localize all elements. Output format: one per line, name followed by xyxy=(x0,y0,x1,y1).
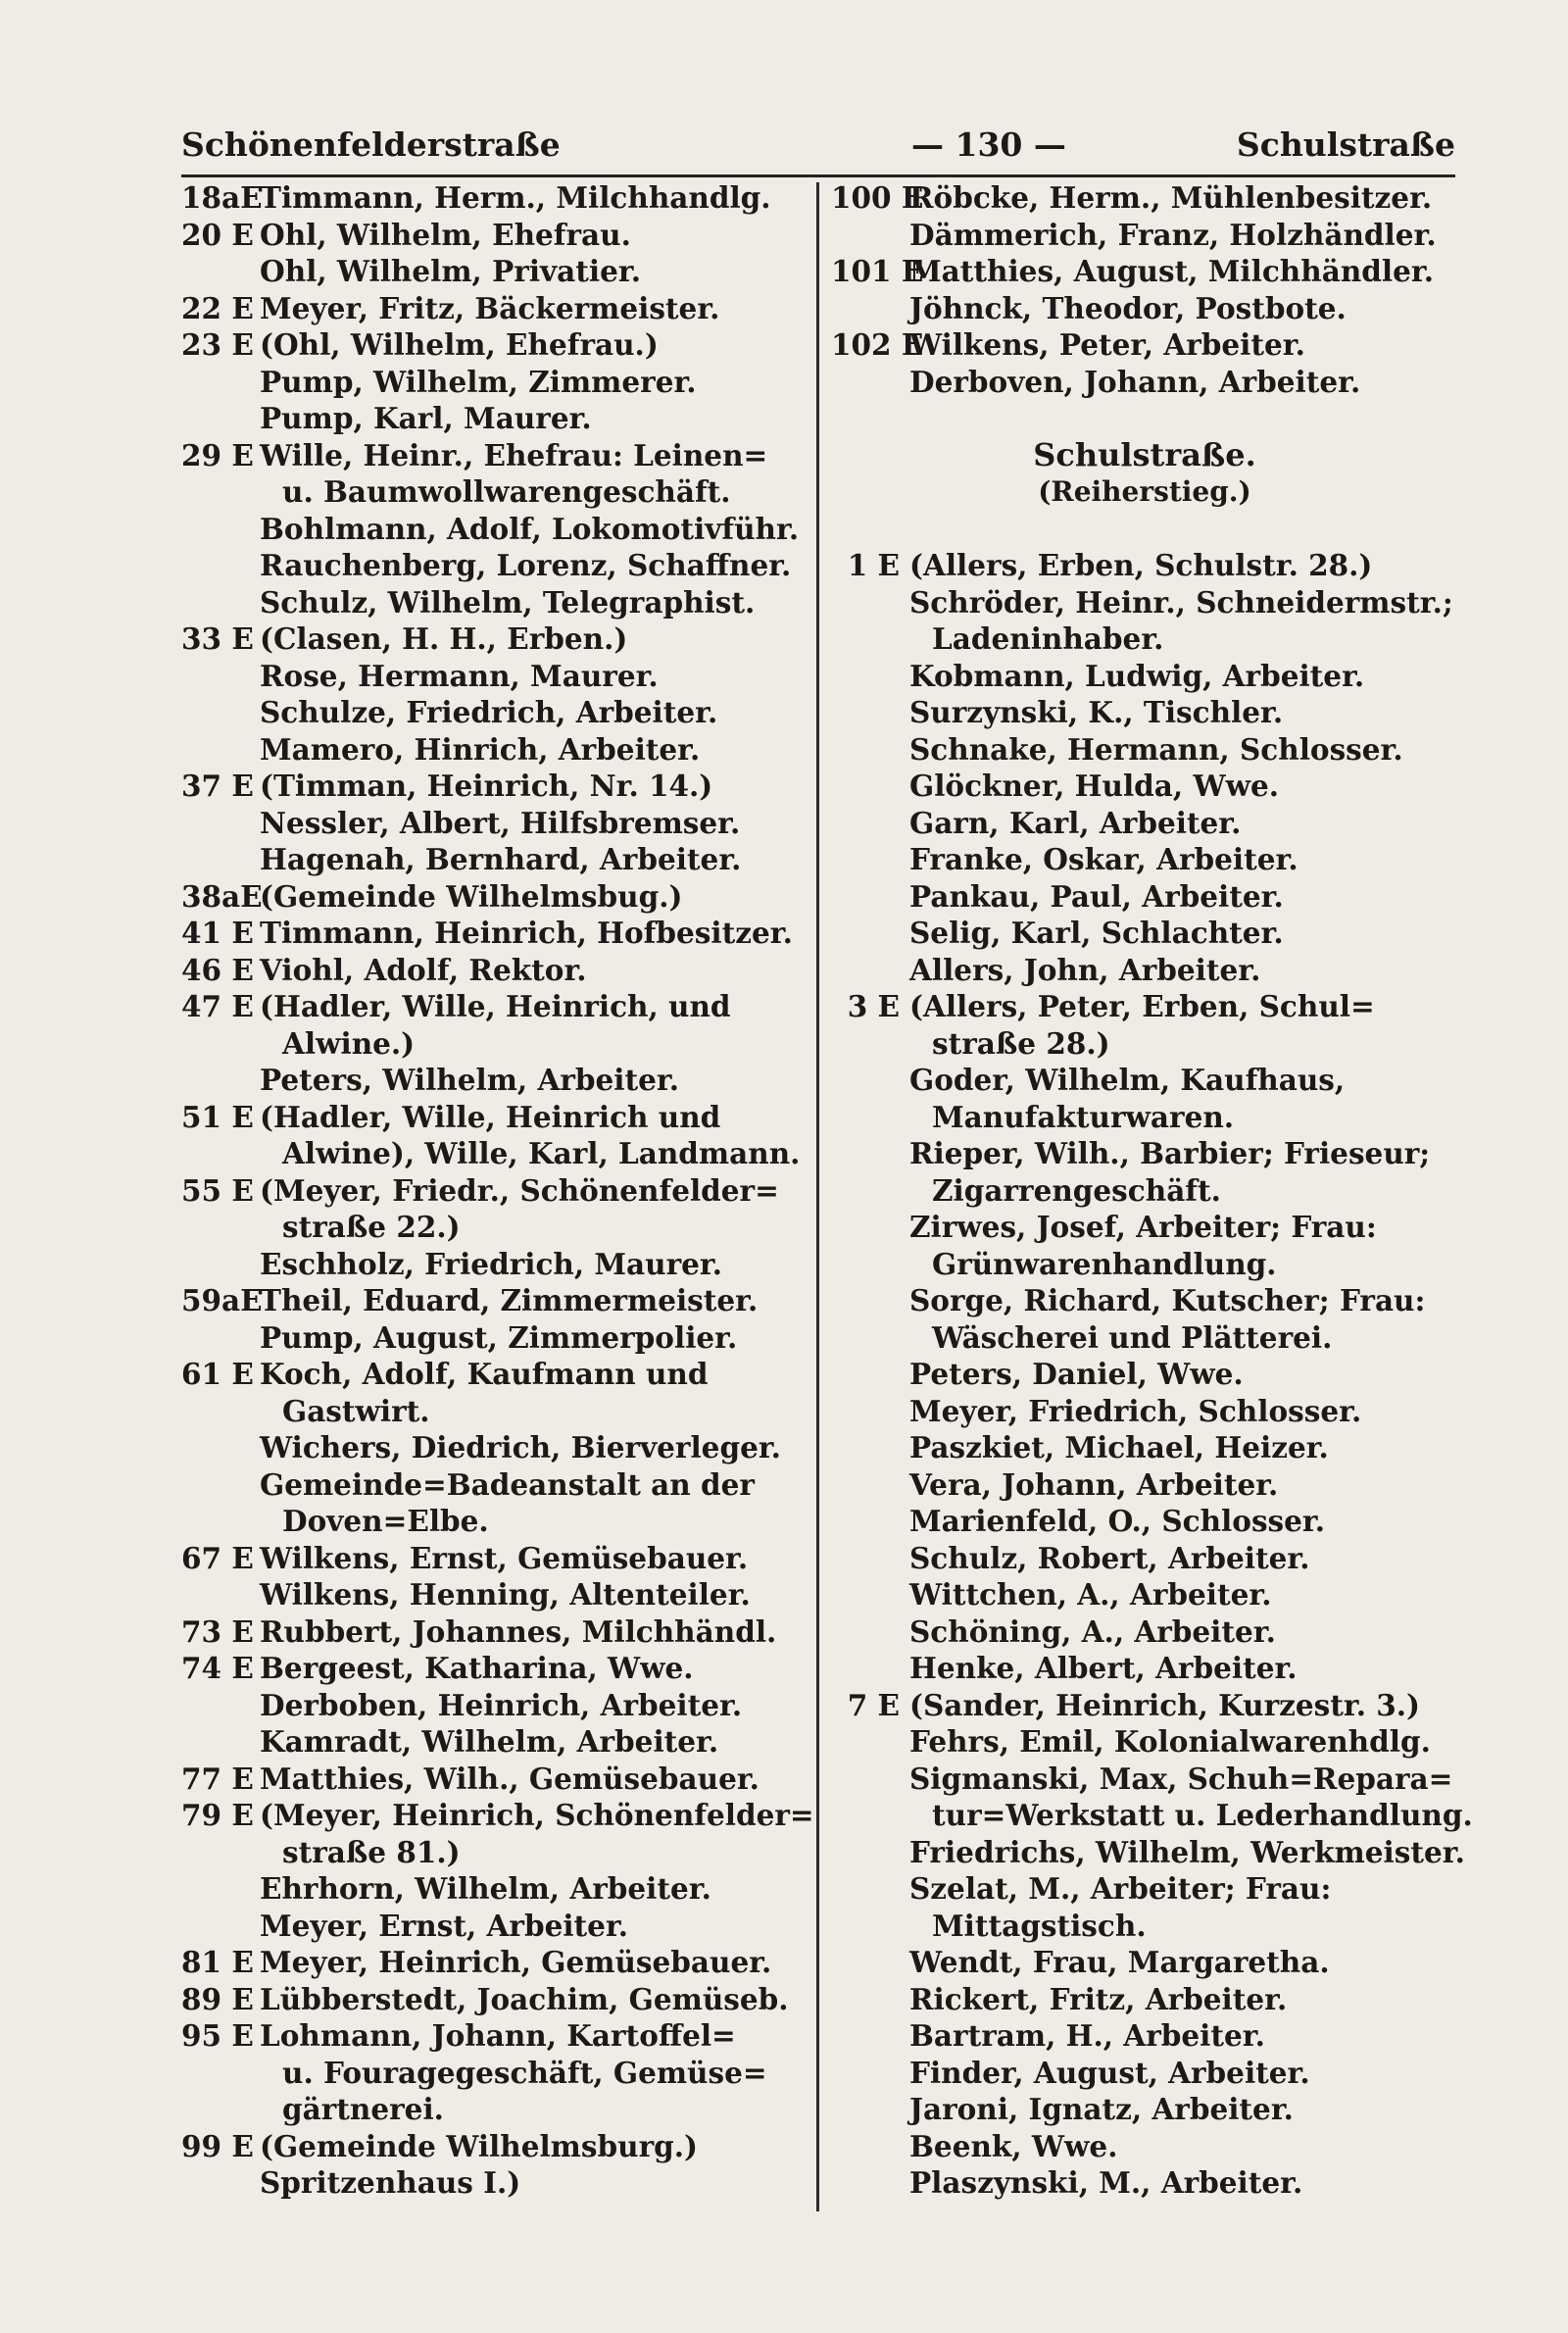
entry-text: Ladeninhaber. xyxy=(932,621,1164,656)
page-header xyxy=(181,116,1455,171)
section-gap xyxy=(831,511,1458,548)
directory-entry xyxy=(831,1761,1458,1798)
entry-text: Manufakturwaren. xyxy=(932,1099,1235,1134)
directory-entry xyxy=(181,1503,808,1540)
entry-text: Pump, August, Zimmerpolier. xyxy=(260,1319,738,1355)
directory-entry xyxy=(181,437,808,474)
entry-text: Schulz, Robert, Arbeiter. xyxy=(909,1540,1310,1575)
directory-entry xyxy=(831,1687,1458,1724)
directory-entry xyxy=(831,253,1458,290)
directory-entry xyxy=(181,1172,808,1210)
entry-text: Beenk, Wwe. xyxy=(909,2128,1118,2163)
entry-text: Kamradt, Wilhelm, Arbeiter. xyxy=(260,1724,719,1759)
house-number: 67 E xyxy=(181,1540,254,1575)
directory-entry xyxy=(831,1135,1458,1172)
entry-text: (Clasen, H. H., Erben.) xyxy=(260,621,628,656)
entry-text: Peters, Wilhelm, Arbeiter. xyxy=(260,1063,679,1097)
house-number: 3 E xyxy=(847,989,900,1023)
entry-text: Wichers, Diedrich, Bierverleger. xyxy=(260,1430,781,1464)
directory-entry xyxy=(831,1246,1458,1283)
entry-text: Ohl, Wilhelm, Privatier. xyxy=(260,254,641,288)
entry-text: (Meyer, Friedr., Schönenfelder= xyxy=(260,1172,779,1208)
entry-text: Nessler, Albert, Hilfsbremser. xyxy=(260,805,741,840)
entry-text: Röbcke, Herm., Mühlenbesitzer. xyxy=(909,180,1433,215)
entry-text: Pankau, Paul, Arbeiter. xyxy=(909,878,1284,914)
directory-entry xyxy=(181,364,808,401)
directory-entry xyxy=(181,253,808,290)
directory-entry xyxy=(181,915,808,952)
directory-entry xyxy=(181,1613,808,1651)
directory-entry xyxy=(831,1429,1458,1466)
entry-text: Timmann, Herm., Milchhandlg. xyxy=(260,180,771,215)
directory-entry xyxy=(831,1723,1458,1761)
entry-text: Szelat, M., Arbeiter; Frau: xyxy=(909,1871,1332,1906)
entry-text: Friedrichs, Wilhelm, Werkmeister. xyxy=(909,1834,1465,1869)
directory-entry xyxy=(831,2055,1458,2092)
directory-entry xyxy=(181,731,808,769)
entry-text: Koch, Adolf, Kaufmann und xyxy=(260,1357,709,1391)
house-number: 74 E xyxy=(181,1651,254,1685)
directory-entry xyxy=(831,988,1458,1025)
house-number: 37 E xyxy=(181,769,254,803)
entry-text: Hagenah, Bernhard, Arbeiter. xyxy=(260,842,742,876)
entry-text: Meyer, Fritz, Bäckermeister. xyxy=(260,290,720,325)
directory-entry xyxy=(181,1650,808,1687)
entry-text: Wilkens, Henning, Altenteiler. xyxy=(260,1577,751,1612)
directory-entry xyxy=(831,1025,1458,1063)
entry-text: Lübberstedt, Joachim, Gemüseb. xyxy=(260,1981,789,2016)
directory-entry xyxy=(181,511,808,548)
directory-entry xyxy=(181,1870,808,1908)
directory-entry xyxy=(181,1981,808,2018)
directory-entry xyxy=(831,547,1458,584)
directory-entry xyxy=(831,620,1458,658)
entry-text: Franke, Oskar, Arbeiter. xyxy=(909,842,1298,876)
entry-text: Rubbert, Johannes, Milchhändl. xyxy=(260,1613,777,1649)
directory-entry xyxy=(831,1576,1458,1613)
directory-entry xyxy=(181,179,808,217)
entry-text: Jaroni, Ignatz, Arbeiter. xyxy=(909,2092,1294,2126)
entry-text: Eschholz, Friedrich, Maurer. xyxy=(260,1246,723,1281)
header-left-street: Schönenfelderstraße xyxy=(181,125,561,164)
entry-text: u. Baumwollwarengeschäft. xyxy=(282,474,731,509)
directory-entry xyxy=(831,694,1458,731)
directory-entry xyxy=(831,1172,1458,1210)
directory-entry xyxy=(181,2017,808,2055)
directory-entry xyxy=(831,915,1458,952)
directory-entry xyxy=(181,1356,808,1393)
house-number: 81 E xyxy=(181,1945,254,1979)
entry-text: (Ohl, Wilhelm, Ehefrau.) xyxy=(260,327,659,362)
right-top-entries xyxy=(831,179,1458,400)
directory-entry xyxy=(831,1099,1458,1136)
house-number: 20 E xyxy=(181,217,254,252)
entry-text: Alwine.) xyxy=(282,1025,416,1061)
directory-entry xyxy=(181,878,808,916)
entry-text: Zigarrengeschäft. xyxy=(932,1172,1221,1208)
entry-text: (Gemeinde Wilhelmsbug.) xyxy=(260,878,683,914)
directory-entry xyxy=(831,364,1458,401)
entry-text: Kobmann, Ludwig, Arbeiter. xyxy=(909,658,1365,693)
entry-text: Doven=Elbe. xyxy=(282,1504,489,1538)
directory-entry xyxy=(831,1466,1458,1504)
entry-text: (Hadler, Wille, Heinrich und xyxy=(260,1099,721,1134)
directory-entry xyxy=(181,1209,808,1246)
directory-entry xyxy=(181,658,808,695)
entry-text: Zirwes, Josef, Arbeiter; Frau: xyxy=(909,1210,1377,1244)
entry-text: Sorge, Richard, Kutscher; Frau: xyxy=(909,1283,1426,1317)
entry-text: Pump, Wilhelm, Zimmerer. xyxy=(260,364,697,399)
house-number: 51 E xyxy=(181,1099,254,1134)
directory-entry xyxy=(181,1246,808,1283)
entry-text: Bartram, H., Arbeiter. xyxy=(909,2018,1265,2053)
house-number: 89 E xyxy=(181,1981,254,2016)
house-number: 73 E xyxy=(181,1613,254,1649)
directory-entry xyxy=(831,1319,1458,1357)
entry-text: Grünwarenhandlung. xyxy=(932,1246,1277,1281)
entry-text: Gemeinde=Badeanstalt an der xyxy=(260,1466,755,1502)
header-rule xyxy=(181,174,1455,177)
entry-text: (Timman, Heinrich, Nr. 14.) xyxy=(260,769,713,803)
directory-entry xyxy=(181,841,808,878)
entry-text: Rauchenberg, Lorenz, Schaffner. xyxy=(260,548,792,582)
entry-text: Surzynski, K., Tischler. xyxy=(909,695,1284,729)
entry-text: Schöning, A., Arbeiter. xyxy=(909,1613,1276,1649)
column-divider xyxy=(816,182,819,2211)
entry-text: straße 22.) xyxy=(282,1210,461,1244)
entry-text: Alwine), Wille, Karl, Landmann. xyxy=(282,1136,801,1170)
entry-text: (Hadler, Wille, Heinrich, und xyxy=(260,989,731,1023)
entry-text: (Meyer, Heinrich, Schönenfelder= xyxy=(260,1798,814,1832)
entry-text: Schnake, Hermann, Schlosser. xyxy=(909,731,1403,767)
directory-entry xyxy=(831,1209,1458,1246)
directory-entry xyxy=(181,473,808,511)
directory-entry xyxy=(831,731,1458,769)
entry-text: Garn, Karl, Arbeiter. xyxy=(909,805,1242,840)
house-number: 23 E xyxy=(181,327,254,362)
entry-text: Jöhnck, Theodor, Postbote. xyxy=(909,290,1347,325)
entry-text: u. Fouragegeschäft, Gemüse= xyxy=(282,2055,767,2090)
entry-text: Pump, Karl, Maurer. xyxy=(260,401,592,435)
entry-text: (Allers, Erben, Schulstr. 28.) xyxy=(909,548,1373,582)
directory-entry xyxy=(181,217,808,254)
house-number: 1 E xyxy=(847,548,900,582)
directory-entry xyxy=(831,1870,1458,1908)
right-entries xyxy=(831,547,1473,2202)
directory-entry xyxy=(831,2017,1458,2055)
house-number: 100 E xyxy=(831,180,924,215)
entry-text: (Gemeinde Wilhelmsburg.) xyxy=(260,2128,698,2163)
entry-text: Meyer, Ernst, Arbeiter. xyxy=(260,1908,629,1943)
directory-entry xyxy=(181,1025,808,1063)
entry-text: Timmann, Heinrich, Hofbesitzer. xyxy=(260,916,793,950)
right-column xyxy=(831,179,1473,2202)
entry-text: Sigmanski, Max, Schuh=Repara= xyxy=(909,1761,1453,1796)
directory-entry xyxy=(181,1282,808,1319)
entry-text: Peters, Daniel, Wwe. xyxy=(909,1357,1244,1391)
directory-entry xyxy=(831,1613,1458,1651)
directory-entry xyxy=(181,1319,808,1357)
entry-text: (Sander, Heinrich, Kurzestr. 3.) xyxy=(909,1687,1421,1722)
entry-text: Wendt, Frau, Margaretha. xyxy=(909,1945,1330,1979)
directory-entry xyxy=(181,547,808,584)
directory-entry xyxy=(181,1062,808,1099)
directory-entry xyxy=(831,2091,1458,2128)
directory-entry xyxy=(181,620,808,658)
directory-entry xyxy=(181,1834,808,1871)
entry-text: Wille, Heinr., Ehefrau: Leinen= xyxy=(260,437,768,472)
directory-entry xyxy=(831,1981,1458,2018)
entry-text: Rieper, Wilh., Barbier; Frieseur; xyxy=(909,1136,1431,1170)
house-number: 41 E xyxy=(181,916,254,950)
directory-entry xyxy=(831,290,1458,327)
entry-text: Viohl, Adolf, Rektor. xyxy=(260,952,587,987)
entry-text: straße 28.) xyxy=(932,1025,1110,1061)
directory-entry xyxy=(181,1576,808,1613)
directory-entry xyxy=(181,1429,808,1466)
directory-entry xyxy=(181,1944,808,1981)
directory-entry xyxy=(181,1393,808,1430)
entry-text: Ohl, Wilhelm, Ehefrau. xyxy=(260,217,631,252)
entry-text: Lohmann, Johann, Kartoffel= xyxy=(260,2018,736,2053)
entry-text: Dämmerich, Franz, Holzhändler. xyxy=(909,217,1437,252)
directory-entry xyxy=(831,1393,1458,1430)
directory-entry xyxy=(181,400,808,437)
section-title: Schulstraße. xyxy=(1033,435,1256,473)
entry-text: Wilkens, Ernst, Gemüsebauer. xyxy=(260,1540,749,1575)
directory-entry xyxy=(831,1356,1458,1393)
entry-text: Derboben, Heinrich, Arbeiter. xyxy=(260,1687,743,1722)
entry-text: tur=Werkstatt u. Lederhandlung. xyxy=(932,1798,1473,1832)
house-number: 33 E xyxy=(181,621,254,656)
house-number: 47 E xyxy=(181,989,254,1023)
directory-entry xyxy=(181,2055,808,2092)
section-subtitle: (Reiherstieg.) xyxy=(1038,475,1251,508)
house-number: 99 E xyxy=(181,2128,254,2163)
entry-text: Mittagstisch. xyxy=(932,1908,1147,1943)
directory-entry xyxy=(181,326,808,364)
directory-entry xyxy=(831,1944,1458,1981)
entry-text: straße 81.) xyxy=(282,1834,461,1869)
house-number: 77 E xyxy=(181,1761,254,1796)
house-number: 55 E xyxy=(181,1172,254,1208)
entry-text: Selig, Karl, Schlachter. xyxy=(909,916,1284,950)
entry-text: Plaszynski, M., Arbeiter. xyxy=(909,2165,1303,2200)
directory-entry xyxy=(181,988,808,1025)
house-number: 46 E xyxy=(181,952,254,987)
section-gap xyxy=(831,400,1458,437)
entry-text: Allers, John, Arbeiter. xyxy=(909,952,1261,987)
house-number: 79 E xyxy=(181,1798,254,1832)
house-number: 29 E xyxy=(181,437,254,472)
entry-text: Glöckner, Hulda, Wwe. xyxy=(909,769,1280,803)
header-right-street: Schulstraße xyxy=(1236,125,1455,164)
directory-entry xyxy=(181,2128,808,2165)
directory-entry xyxy=(181,1687,808,1724)
left-column xyxy=(181,179,814,2202)
house-number: 101 E xyxy=(831,254,924,288)
entry-text: Schulze, Friedrich, Arbeiter. xyxy=(260,695,718,729)
entry-text: Henke, Albert, Arbeiter. xyxy=(909,1651,1298,1685)
directory-entry xyxy=(181,694,808,731)
directory-entry xyxy=(831,1797,1473,1834)
directory-entry xyxy=(831,584,1458,621)
directory-entry xyxy=(831,1062,1458,1099)
directory-entry xyxy=(831,217,1458,254)
directory-entry xyxy=(181,2164,808,2202)
entry-text: Goder, Wilhelm, Kaufhaus, xyxy=(909,1063,1346,1097)
directory-entry xyxy=(831,1282,1458,1319)
entry-text: Rose, Hermann, Maurer. xyxy=(260,658,659,693)
directory-entry xyxy=(831,326,1458,364)
directory-entry xyxy=(831,768,1458,805)
directory-entry xyxy=(831,1540,1458,1577)
entry-text: Theil, Eduard, Zimmermeister. xyxy=(260,1283,759,1317)
directory-entry xyxy=(181,1723,808,1761)
directory-entry xyxy=(181,1761,808,1798)
entry-text: Bohlmann, Adolf, Lokomotivführ. xyxy=(260,511,800,546)
directory-entry xyxy=(181,805,808,842)
house-number: 59aE xyxy=(181,1283,263,1317)
house-number: 18aE xyxy=(181,180,263,215)
directory-entry xyxy=(831,179,1458,217)
directory-entry xyxy=(181,952,808,989)
house-number: 102 E xyxy=(831,327,924,362)
page-number: — 130 — xyxy=(911,125,1066,164)
directory-entry xyxy=(831,1503,1458,1540)
directory-entry xyxy=(181,1908,808,1945)
directory-entry xyxy=(831,841,1458,878)
house-number: 61 E xyxy=(181,1357,254,1391)
house-number: 95 E xyxy=(181,2018,254,2053)
directory-entry xyxy=(181,290,808,327)
entry-text: Meyer, Heinrich, Gemüsebauer. xyxy=(260,1945,772,1979)
house-number: 7 E xyxy=(847,1687,900,1722)
entry-text: Schröder, Heinr., Schneidermstr.; xyxy=(909,584,1453,620)
entry-text: Matthies, August, Milchhändler. xyxy=(909,254,1434,288)
entry-text: Marienfeld, O., Schlosser. xyxy=(909,1504,1326,1538)
directory-entry xyxy=(831,1908,1458,1945)
directory-entry xyxy=(181,1797,814,1834)
entry-text: Matthies, Wilh., Gemüsebauer. xyxy=(260,1761,760,1796)
directory-entry xyxy=(181,1099,808,1136)
entry-text: (Allers, Peter, Erben, Schul= xyxy=(909,989,1375,1023)
entry-text: Bergeest, Katharina, Wwe. xyxy=(260,1651,694,1685)
directory-entry xyxy=(181,584,808,621)
entry-text: gärtnerei. xyxy=(282,2092,444,2126)
house-number: 38aE xyxy=(181,878,263,914)
directory-entry xyxy=(831,2128,1458,2165)
entry-text: Rickert, Fritz, Arbeiter. xyxy=(909,1981,1288,2016)
directory-entry xyxy=(181,2091,808,2128)
house-number: 22 E xyxy=(181,290,254,325)
directory-entry xyxy=(831,952,1458,989)
directory-entry xyxy=(181,768,808,805)
directory-entry xyxy=(831,1834,1465,1871)
directory-entry xyxy=(181,1466,808,1504)
entry-text: Wäscherei und Plätterei. xyxy=(932,1319,1333,1355)
directory-entry xyxy=(831,1650,1458,1687)
directory-entry xyxy=(831,805,1458,842)
directory-entry xyxy=(831,2164,1458,2202)
entry-text: Fehrs, Emil, Kolonialwarenhdlg. xyxy=(909,1724,1431,1759)
entry-text: Derboven, Johann, Arbeiter. xyxy=(909,364,1361,399)
entry-text: Gastwirt. xyxy=(282,1393,430,1428)
entry-text: Paszkiet, Michael, Heizer. xyxy=(909,1430,1329,1464)
entry-text: Schulz, Wilhelm, Telegraphist. xyxy=(260,584,756,620)
entry-text: Ehrhorn, Wilhelm, Arbeiter. xyxy=(260,1871,711,1906)
entry-text: Mamero, Hinrich, Arbeiter. xyxy=(260,731,701,767)
directory-entry xyxy=(831,878,1458,916)
entry-text: Vera, Johann, Arbeiter. xyxy=(909,1466,1279,1502)
entry-text: Finder, August, Arbeiter. xyxy=(909,2055,1310,2090)
directory-entry xyxy=(181,1540,808,1577)
entry-text: Wittchen, A., Arbeiter. xyxy=(909,1577,1272,1612)
entry-text: Wilkens, Peter, Arbeiter. xyxy=(909,327,1305,362)
directory-entry xyxy=(831,658,1458,695)
directory-entry xyxy=(181,1135,808,1172)
entry-text: Spritzenhaus I.) xyxy=(260,2165,521,2200)
entry-text: Meyer, Friedrich, Schlosser. xyxy=(909,1393,1362,1428)
